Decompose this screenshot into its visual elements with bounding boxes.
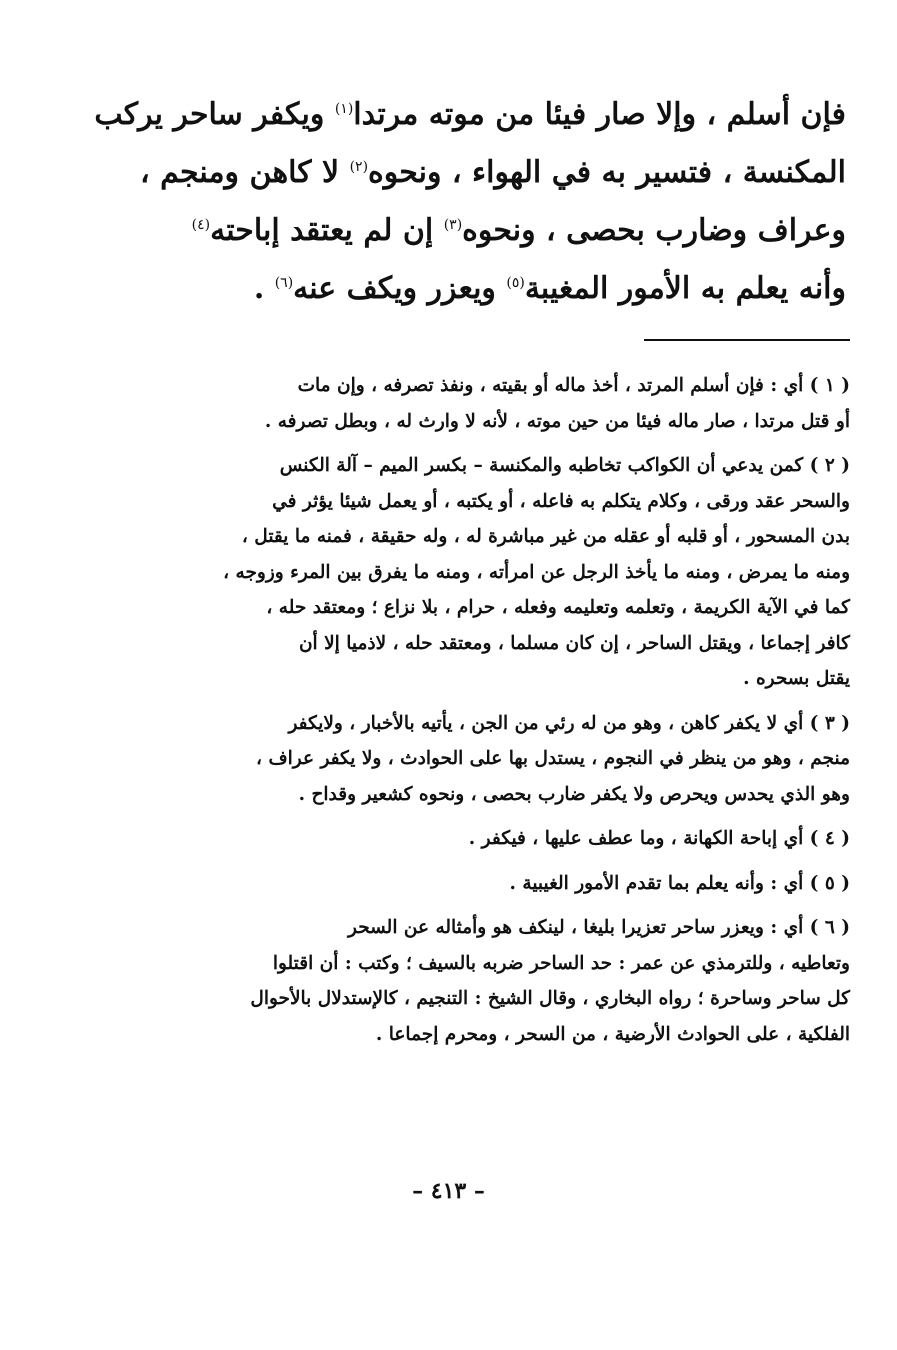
main-text-segment: ويعزر ويكف عنه [293, 271, 507, 306]
footnote-line: كل ساحر وساحرة ؛ رواه البخاري ، وقال الشيخ : التنجيم ، كالإستدلال بالأحوال [250, 988, 850, 1009]
footnote-ref: (١) [334, 101, 354, 117]
footnotes [132, 368, 850, 1061]
footnote-ref: (٤) [191, 217, 211, 233]
footnote-line: وهو الذي يحدس ويحرص ولا يكفر ضارب بحصى ، ونحوه كشعير وقداح . [298, 783, 850, 805]
main-text [94, 86, 846, 318]
footnote-line: يقتل بسحره . [743, 668, 850, 689]
footnote-line: منجم ، وهو من ينظر في النجوم ، يستدل بها على الحوادث ، ولا يكفر عراف ، [256, 748, 850, 769]
footnote-3 [132, 706, 850, 813]
footnote-ref: (٦) [274, 275, 294, 291]
footnote-line: ( ٢ ) كمن يدعي أن الكواكب تخاطبه والمكنسة – بكسر الميم – آلة الكنس [279, 455, 850, 476]
main-text-segment: لا كاهن ومنجم ، [139, 155, 350, 190]
footnote-line: والسحر عقد ورقى ، وكلام يتكلم به فاعله ، أو يكتبه ، أو يعمل شيئا يؤثر في [272, 490, 850, 512]
footnote-line: أو قتل مرتدا ، صار ماله فيئا من حين موته ، لأنه لا وارث له ، وبطل تصرفه . [264, 410, 850, 432]
footnote-separator [644, 339, 850, 341]
footnote-line: كما في الآية الكريمة ، وتعلمه وتعليمه وفعله ، حرام ، بلا نزاع ؛ ومعتقد حله ، [266, 597, 850, 618]
main-text-line [128, 260, 846, 318]
footnote-4 [132, 821, 850, 857]
main-text-line [94, 86, 846, 144]
footnote-line: ( ١ ) أي : فإن أسلم المرتد ، أخذ ماله أو بقيته ، ونفذ تصرفه ، وإن مات [297, 375, 850, 396]
footnote-ref: (٣) [443, 217, 463, 233]
main-text-segment: وعراف وضارب بحصى ، ونحوه [462, 213, 846, 248]
footnote-ref: (٢) [349, 159, 369, 175]
footnote-line: ( ٤ ) أي إباحة الكهانة ، وما عطف عليها ، فيكفر . [468, 828, 850, 849]
footnote-line: الفلكية ، على الحوادث الأرضية ، من السحر ، ومحرم إجماعا . [375, 1023, 850, 1045]
main-text-line [128, 144, 846, 202]
footnote-6 [132, 910, 850, 1052]
main-text-segment: ويكفر ساحر يركب [94, 97, 335, 132]
main-text-line [128, 202, 846, 260]
footnote-line: بدن المسحور ، أو قلبه أو عقله من غير مباشرة له ، وله حقيقة ، فمنه ما يقتل ، [241, 526, 850, 547]
footnote-5 [132, 866, 850, 902]
page-number: – ٤١٣ – [412, 1178, 485, 1204]
footnote-line: ( ٥ ) أي : وأنه يعلم بما تقدم الأمور الغيبية . [509, 872, 850, 894]
footnote-line: ( ٦ ) أي : ويعزر ساحر تعزيرا بليغا ، لينكف هو وأمثاله عن السحر [348, 917, 850, 938]
footnote-line: وتعاطيه ، وللترمذي عن عمر : حد الساحر ضربه بالسيف ؛ وكتب : أن اقتلوا [272, 952, 850, 974]
footnote-line: ومنه ما يمرض ، ومنه ما يأخذ الرجل عن امرأته ، ومنه ما يفرق بين المرء وزوجه ، [223, 561, 850, 583]
footnote-line: ( ٣ ) أي لا يكفر كاهن ، وهو من له رئي من الجن ، يأتيه بالأخبار ، ولايكفر [288, 712, 850, 734]
main-text-segment: المكنسة ، فتسير به في الهواء ، ونحوه [368, 155, 846, 190]
main-text-segment: . [253, 271, 275, 306]
main-text-segment: وأنه يعلم به الأمور المغيبة [524, 271, 846, 306]
footnote-ref: (٥) [506, 275, 525, 291]
footnote-2 [132, 448, 850, 697]
footnote-line: كافر إجماعا ، ويقتل الساحر ، إن كان مسلما ، ومعتقد حله ، لاذميا إلا أن [298, 632, 850, 654]
main-text-segment: إن لم يعتقد إباحته [210, 213, 444, 248]
footnote-1 [132, 368, 850, 439]
main-text-segment: فإن أسلم ، وإلا صار فيئا من موته مرتدا [353, 97, 846, 132]
